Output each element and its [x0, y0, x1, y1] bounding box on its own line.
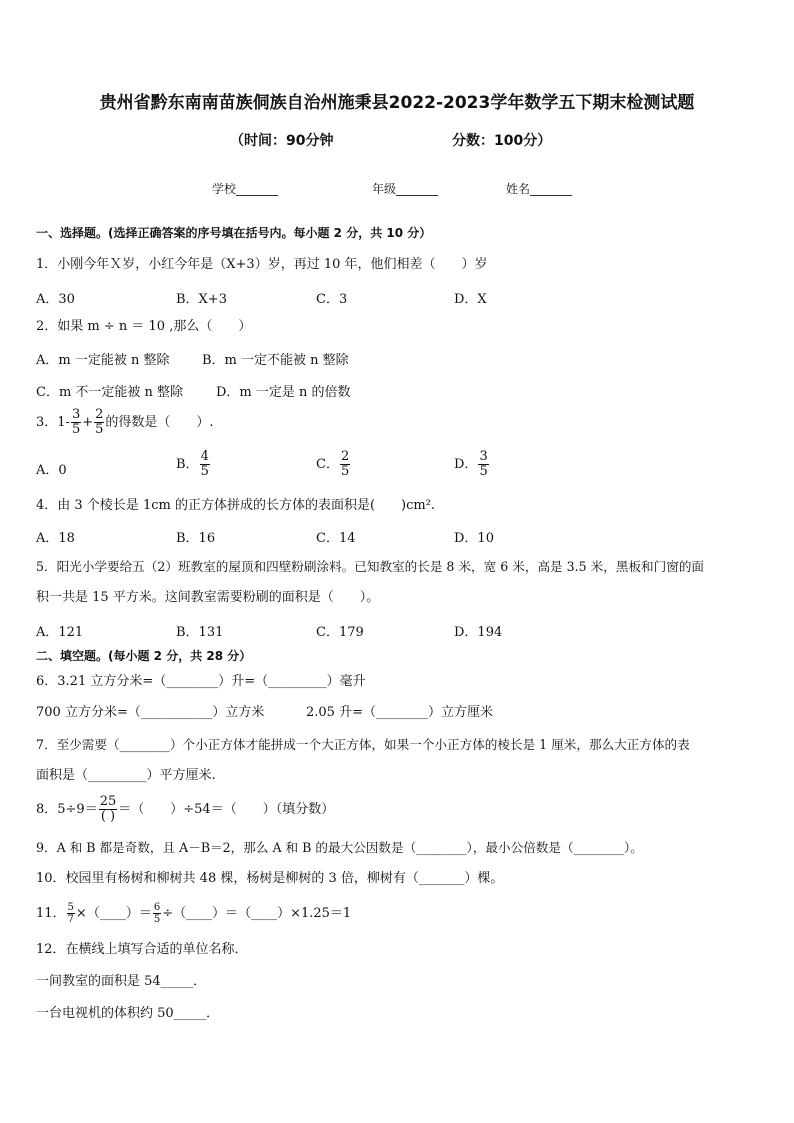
q11-mid: ×（____）＝	[75, 906, 152, 921]
q12-text: 12．在横线上填写合适的单位名称．	[36, 942, 248, 957]
q5-option-b: B．131	[176, 625, 224, 640]
q8-prefix: 8．5÷9＝	[36, 802, 98, 817]
q2-option-d: D．m 一定是 n 的倍数	[216, 385, 351, 400]
q11-f2-numerator: 6	[153, 902, 161, 913]
q5-line1: 5．阳光小学要给五（2）班教室的屋顶和四壁粉刷涂料。已知教室的长是 8 米，宽 6 米，高是 3.5 米，黑板和门窗的面	[36, 559, 705, 574]
q2-option-c: C．m 不一定能被 n 整除	[36, 385, 184, 400]
q3-plus: +	[82, 415, 94, 430]
q4-option-c: C．14	[316, 531, 356, 546]
school-field: 学校_______	[212, 182, 279, 196]
q3-fraction-2	[94, 408, 104, 437]
q11-prefix: 11．	[36, 906, 66, 921]
q3-d-denominator: 5	[479, 464, 488, 479]
name-field: 姓名_______	[506, 182, 573, 196]
q5-option-a: A．121	[36, 625, 84, 640]
exam-time: （时间：90分钟	[230, 133, 334, 149]
q3-option-c-label: C．	[316, 457, 339, 472]
q3-option-d	[454, 450, 490, 480]
q1-option-b: B．X+3	[176, 292, 227, 307]
section2-heading: 二、填空题。(每小题 2 分，共 28 分）	[36, 649, 252, 663]
q12-line1: 一间教室的面积是 54_____．	[36, 974, 207, 989]
q3-f2-denominator: 5	[95, 422, 104, 437]
q3-c-numerator: 2	[340, 449, 350, 464]
q11-text	[36, 897, 351, 931]
q12-line2: 一台电视机的体积约 50_____．	[36, 1006, 220, 1021]
q2-option-a: A．m 一定能被 n 整除	[36, 353, 170, 368]
section1-heading: 一、选择题。(选择正确答案的序号填在括号内。每小题 2 分，共 10 分）	[36, 226, 432, 240]
q3-option-c	[316, 450, 351, 480]
q1-option-a: A．30	[36, 292, 75, 307]
q8-fraction	[99, 795, 118, 824]
q3-option-b-fraction	[200, 450, 210, 479]
q4-option-b: B．16	[176, 531, 216, 546]
q3-f1-numerator: 3	[71, 407, 81, 422]
q3-option-b	[176, 450, 211, 480]
q3-f2-numerator: 2	[95, 407, 104, 422]
q5-option-d: D．194	[454, 625, 503, 640]
exam-score: 分数：100分）	[452, 133, 552, 149]
q9-text: 9．A 和 B 都是奇数，且 A－B＝2，那么 A 和 B 的最大公因数是（________），最小公倍数是（________）。	[36, 840, 643, 855]
q1-option-d: D．X	[454, 292, 487, 307]
q3-option-d-fraction	[478, 450, 488, 479]
q3-option-d-label: D．	[454, 457, 478, 472]
q3-d-numerator: 3	[479, 449, 488, 464]
q11-suffix: ÷（____）＝（____）×1.25＝1	[162, 906, 352, 921]
q4-text: 4．由 3 个棱长是 1cm 的正方体拼成的长方体的表面积是( )cm².	[36, 498, 436, 513]
q6-line1: 6．3.21 立方分米=（________）升=（_________）毫升	[36, 674, 366, 689]
q3-b-numerator: 4	[200, 449, 209, 464]
q3-option-a: A．0	[36, 463, 67, 478]
exam-title: 贵州省黔东南南苗族侗族自治州施秉县2022-2023学年数学五下期末检测试题	[99, 93, 695, 113]
q1-option-c: C．3	[316, 292, 348, 307]
q3-fraction-1	[71, 408, 81, 437]
q3-option-b-label: B．	[176, 457, 199, 472]
q3-f1-denominator: 5	[71, 422, 81, 437]
q7-line2: 面积是（_________）平方厘米.	[36, 768, 216, 783]
q3-c-denominator: 5	[340, 464, 350, 479]
q11-fraction-1	[67, 902, 75, 925]
q11-f2-denominator: 5	[153, 914, 161, 925]
q3-suffix: 的得数是（ ）.	[105, 415, 214, 430]
q11-fraction-2	[153, 902, 161, 925]
q7-line1: 7．至少需要（________）个小正方体才能拼成一个大正方体，如果一个小正方体的棱长是 1 厘米，那么大正方体的表	[36, 737, 690, 752]
q2-text: 2．如果 m ÷ n ＝ 10 ,那么（ ）	[36, 319, 252, 334]
q5-line2: 积一共是 15 平方米。这间教室需要粉刷的面积是（ ）。	[36, 590, 380, 605]
q11-f1-numerator: 5	[67, 902, 74, 913]
q2-option-b: B．m 一定不能被 n 整除	[202, 353, 349, 368]
q3-b-denominator: 5	[200, 464, 209, 479]
q8-text	[36, 790, 334, 830]
q3-prefix: 3．1-	[36, 415, 70, 430]
q3-option-c-fraction	[340, 450, 350, 479]
grade-field: 年级_______	[372, 182, 439, 196]
q8-numerator: 25	[99, 794, 117, 809]
q4-option-d: D．10	[454, 531, 494, 546]
q1-text: 1．小刚今年Ｘ岁，小红今年是（X+3）岁，再过 10 年，他们相差（ ）岁	[36, 257, 488, 272]
q11-f1-denominator: 7	[67, 914, 74, 925]
q10-text: 10．校园里有杨树和柳树共 48 棵，杨树是柳树的 3 倍，柳树有（_______）棵。	[36, 871, 504, 886]
q8-denominator: ( )	[100, 809, 116, 824]
q6-line2a: 700 立方分米=（___________）立方米	[36, 705, 265, 720]
q6-line2b: 2.05 升=（________）立方厘米	[306, 705, 493, 720]
q4-option-a: A．18	[36, 531, 75, 546]
q3-text	[36, 408, 214, 438]
q5-option-c: C．179	[316, 625, 364, 640]
q8-suffix: ＝（ ）÷54＝（ ）（填分数）	[118, 802, 335, 817]
